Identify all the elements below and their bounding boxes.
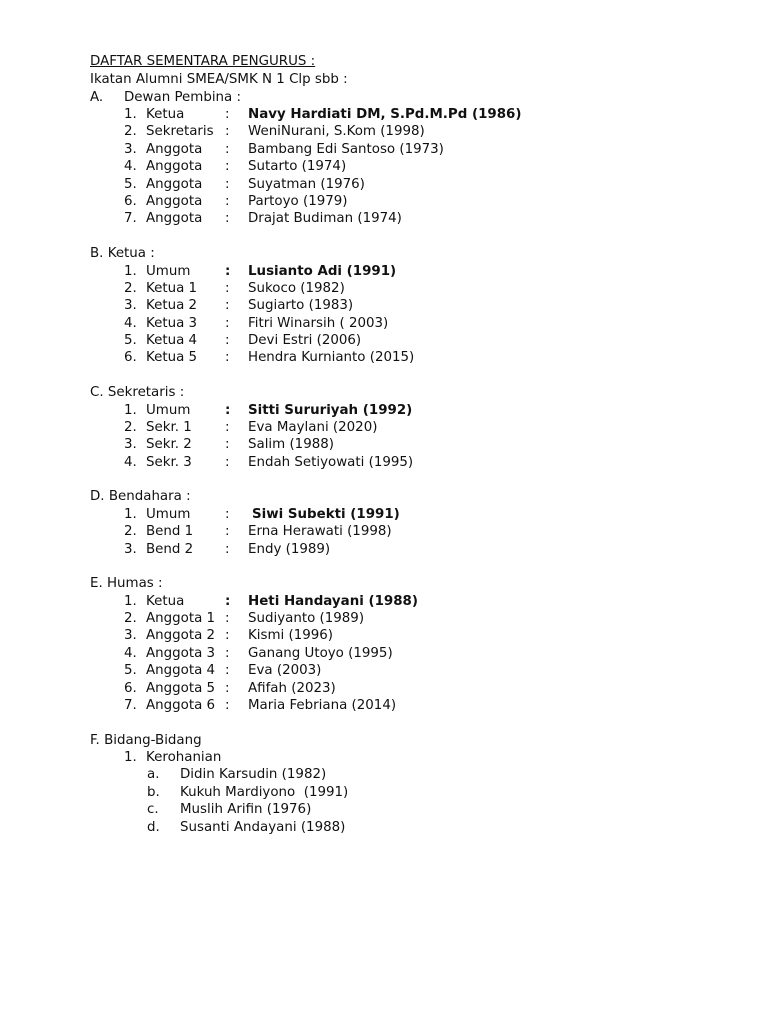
list-item xyxy=(0,158,768,175)
item-colon: : xyxy=(225,177,230,192)
item-colon: : xyxy=(225,437,230,452)
item-number: 5. xyxy=(124,333,137,348)
section-title: E. Humas : xyxy=(90,576,163,591)
item-colon: : xyxy=(225,403,231,418)
list-item xyxy=(0,645,768,662)
item-name: Devi Estri (2006) xyxy=(248,333,362,348)
item-number: 3. xyxy=(124,437,137,452)
item-role: Ketua 2 xyxy=(146,298,198,313)
list-item xyxy=(0,506,768,523)
list-item xyxy=(0,541,768,558)
item-role: Anggota 4 xyxy=(146,663,216,678)
item-name: Sugiarto (1983) xyxy=(248,298,354,313)
section-title: C. Sekretaris : xyxy=(90,385,185,400)
item-colon: : xyxy=(225,698,230,713)
list-item xyxy=(0,123,768,140)
list-item xyxy=(0,315,768,332)
list-item xyxy=(0,523,768,540)
item-role: Ketua xyxy=(146,594,185,609)
item-number: 4. xyxy=(124,316,137,331)
item-name: Endy (1989) xyxy=(248,542,331,557)
item-number: 5. xyxy=(124,177,137,192)
item-name: Eva (2003) xyxy=(248,663,322,678)
item-number: 1. xyxy=(124,264,137,279)
item-name: Bambang Edi Santoso (1973) xyxy=(248,142,444,157)
list-item xyxy=(0,801,768,818)
item-role: Bend 1 xyxy=(146,524,194,539)
list-item xyxy=(0,349,768,366)
item-role: Ketua 5 xyxy=(146,350,198,365)
list-item xyxy=(0,280,768,297)
item-role: Umum xyxy=(146,507,191,522)
item-name: Endah Setiyowati (1995) xyxy=(248,455,414,470)
item-role: Anggota 2 xyxy=(146,628,216,643)
item-name: Sitti Sururiyah (1992) xyxy=(248,403,413,418)
list-item xyxy=(0,697,768,714)
item-colon: : xyxy=(225,333,230,348)
item-name: Salim (1988) xyxy=(248,437,334,452)
item-name: Sutarto (1974) xyxy=(248,159,347,174)
item-colon: : xyxy=(225,507,230,522)
list-item xyxy=(0,263,768,280)
item-role: Anggota xyxy=(146,211,203,226)
item-number: 2. xyxy=(124,281,137,296)
item-role: Anggota xyxy=(146,194,203,209)
item-name: Erna Herawati (1998) xyxy=(248,524,392,539)
item-number: 7. xyxy=(124,211,137,226)
item-role: Anggota 1 xyxy=(146,611,216,626)
item-colon: : xyxy=(225,211,230,226)
item-role: Sekr. 1 xyxy=(146,420,192,435)
list-item xyxy=(0,297,768,314)
list-item xyxy=(0,436,768,453)
section-letter: A. xyxy=(90,90,104,105)
item-role: Anggota xyxy=(146,159,203,174)
item-colon: : xyxy=(225,107,230,122)
item-name: Lusianto Adi (1991) xyxy=(248,264,397,279)
item-colon: : xyxy=(225,264,231,279)
item-colon: : xyxy=(225,316,230,331)
list-item xyxy=(0,662,768,679)
item-name: Afifah (2023) xyxy=(248,681,336,696)
item-colon: : xyxy=(225,350,230,365)
item-number: 6. xyxy=(124,194,137,209)
item-number: 1. xyxy=(124,507,137,522)
section-heading xyxy=(0,245,768,262)
item-colon: : xyxy=(225,194,230,209)
list-item xyxy=(0,680,768,697)
list-item xyxy=(0,819,768,836)
item-name: WeniNurani, S.Kom (1998) xyxy=(248,124,425,139)
list-item xyxy=(0,106,768,123)
item-letter: c. xyxy=(147,802,159,817)
item-colon: : xyxy=(225,542,230,557)
list-item xyxy=(0,784,768,801)
item-name: Hendra Kurnianto (2015) xyxy=(248,350,415,365)
item-name: Muslih Arifin (1976) xyxy=(180,802,312,817)
item-role: Sekr. 2 xyxy=(146,437,192,452)
list-item xyxy=(0,193,768,210)
item-number: 1. xyxy=(124,594,137,609)
doc-subtitle: Ikatan Alumni SMEA/SMK N 1 Clp sbb : xyxy=(90,72,348,87)
list-item xyxy=(0,210,768,227)
section-heading xyxy=(0,488,768,505)
item-name: Navy Hardiati DM, S.Pd.M.Pd (1986) xyxy=(248,107,522,122)
doc-title: DAFTAR SEMENTARA PENGURUS : xyxy=(90,54,316,69)
doc-subtitle-line xyxy=(0,71,768,88)
item-colon: : xyxy=(225,681,230,696)
item-name: Partoyo (1979) xyxy=(248,194,348,209)
item-role: Bend 2 xyxy=(146,542,194,557)
item-name: Fitri Winarsih ( 2003) xyxy=(248,316,389,331)
section-heading xyxy=(0,575,768,592)
item-role: Ketua xyxy=(146,107,185,122)
item-name: Drajat Budiman (1974) xyxy=(248,211,402,226)
item-number: 4. xyxy=(124,646,137,661)
list-item xyxy=(0,627,768,644)
item-colon: : xyxy=(225,281,230,296)
section-heading xyxy=(0,384,768,401)
item-name: Eva Maylani (2020) xyxy=(248,420,378,435)
item-role: Umum xyxy=(146,403,191,418)
item-role: Anggota 6 xyxy=(146,698,216,713)
item-colon: : xyxy=(225,142,230,157)
item-number: 2. xyxy=(124,124,137,139)
item-number: 6. xyxy=(124,681,137,696)
item-colon: : xyxy=(225,663,230,678)
list-item xyxy=(0,593,768,610)
section-heading xyxy=(0,89,768,106)
item-name: Kismi (1996) xyxy=(248,628,334,643)
item-role: Ketua 4 xyxy=(146,333,198,348)
item-colon: : xyxy=(225,124,230,139)
item-number: 3. xyxy=(124,542,137,557)
item-number: 3. xyxy=(124,628,137,643)
item-role: Ketua 3 xyxy=(146,316,198,331)
doc-title-line xyxy=(0,53,768,70)
list-item xyxy=(0,141,768,158)
item-name: Maria Febriana (2014) xyxy=(248,698,397,713)
section-title: F. Bidang-Bidang xyxy=(90,733,202,748)
item-name: Siwi Subekti (1991) xyxy=(252,507,400,522)
item-colon: : xyxy=(225,646,230,661)
list-item xyxy=(0,176,768,193)
item-role: Umum xyxy=(146,264,191,279)
item-role: Sekretaris xyxy=(146,124,214,139)
item-number: 4. xyxy=(124,455,137,470)
item-number: 1. xyxy=(124,403,137,418)
list-item xyxy=(0,419,768,436)
section-title: D. Bendahara : xyxy=(90,489,191,504)
list-item xyxy=(0,766,768,783)
item-colon: : xyxy=(225,455,230,470)
item-number: 2. xyxy=(124,420,137,435)
item-name: Sudiyanto (1989) xyxy=(248,611,365,626)
list-item xyxy=(0,454,768,471)
item-role: Sekr. 3 xyxy=(146,455,192,470)
item-name: Heti Handayani (1988) xyxy=(248,594,418,609)
item-number: 5. xyxy=(124,663,137,678)
item-name: Suyatman (1976) xyxy=(248,177,365,192)
item-role: Anggota 3 xyxy=(146,646,216,661)
item-name: Didin Karsudin (1982) xyxy=(180,767,327,782)
item-name: Kukuh Mardiyono (1991) xyxy=(180,785,349,800)
item-number: 4. xyxy=(124,159,137,174)
item-colon: : xyxy=(225,628,230,643)
list-item xyxy=(0,332,768,349)
item-letter: b. xyxy=(147,785,160,800)
item-number: 1. xyxy=(124,107,137,122)
section-heading xyxy=(0,732,768,749)
list-item xyxy=(0,610,768,627)
item-number: 2. xyxy=(124,524,137,539)
item-letter: a. xyxy=(147,767,160,782)
item-number: 6. xyxy=(124,350,137,365)
section-title: B. Ketua : xyxy=(90,246,155,261)
item-colon: : xyxy=(225,159,230,174)
item-name: Sukoco (1982) xyxy=(248,281,345,296)
list-item xyxy=(0,402,768,419)
item-letter: d. xyxy=(147,820,160,835)
item-colon: : xyxy=(225,611,230,626)
item-role: Ketua 1 xyxy=(146,281,198,296)
item-number: 2. xyxy=(124,611,137,626)
item-role: Anggota 5 xyxy=(146,681,216,696)
item-number: 3. xyxy=(124,298,137,313)
subsection-label: Kerohanian xyxy=(146,750,222,765)
item-colon: : xyxy=(225,594,231,609)
item-name: Ganang Utoyo (1995) xyxy=(248,646,393,661)
item-name: Susanti Andayani (1988) xyxy=(180,820,346,835)
item-colon: : xyxy=(225,524,230,539)
item-colon: : xyxy=(225,420,230,435)
item-number: 7. xyxy=(124,698,137,713)
subsection-heading xyxy=(0,749,768,766)
item-colon: : xyxy=(225,298,230,313)
item-role: Anggota xyxy=(146,177,203,192)
item-role: Anggota xyxy=(146,142,203,157)
item-number: 3. xyxy=(124,142,137,157)
subsection-number: 1. xyxy=(124,750,137,765)
section-title: Dewan Pembina : xyxy=(124,90,242,105)
